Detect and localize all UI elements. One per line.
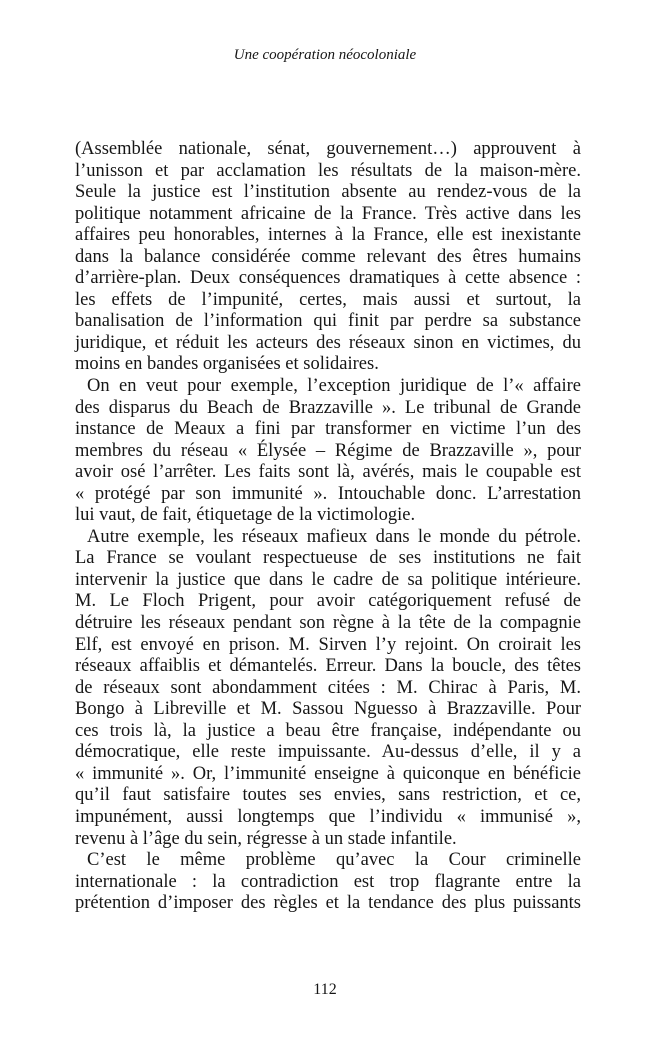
text-line: membres du réseau « Élysée – Régime de Brazzaville », pour bbox=[75, 440, 581, 461]
running-head: Une coopération néocoloniale bbox=[233, 47, 417, 63]
text-line: juridique, et réduit les acteurs des réseaux sinon en victimes, du bbox=[75, 332, 581, 353]
text-line: ces trois là, la justice a beau être française, indépendante ou bbox=[75, 720, 581, 741]
text-line: avoir osé l’arrêter. Les faits sont là, avérés, mais le coupable est bbox=[75, 462, 581, 483]
paragraph bbox=[75, 527, 581, 850]
text-line: affaires peu honorables, internes à la France, elle est inexistante bbox=[75, 225, 581, 246]
text-line: lui vaut, de fait, étiquetage de la victimologie. bbox=[75, 505, 416, 526]
text-line: internationale : la contradiction est trop flagrante entre la bbox=[75, 871, 581, 892]
text-line: d’arrière-plan. Deux conséquences dramatiques à cette absence : bbox=[75, 268, 581, 289]
text-line: Autre exemple, les réseaux mafieux dans le monde du pétrole. bbox=[87, 526, 581, 547]
text-line: impunément, aussi longtemps que l’individu « immunisé », bbox=[75, 806, 581, 827]
text-line: dans la balance considérée comme relevant des êtres humains bbox=[75, 246, 581, 267]
text-line: « immunité ». Or, l’immunité enseigne à quiconque en bénéficie bbox=[75, 763, 581, 784]
paragraph bbox=[75, 139, 581, 376]
text-line: les effets de l’impunité, certes, mais aussi et surtout, la bbox=[75, 289, 581, 310]
text-line: « protégé par son immunité ». Intouchable donc. L’arrestation bbox=[75, 483, 581, 504]
text-line: de réseaux sont abondamment citées : M. Chirac à Paris, M. bbox=[75, 677, 581, 698]
text-line: réseaux affaiblis et démantelés. Erreur. Dans la boucle, des têtes bbox=[75, 656, 581, 677]
text-line: intervenir la justice que dans le cadre de sa politique intérieure. bbox=[75, 569, 581, 590]
body-text bbox=[75, 139, 581, 915]
text-line: politique notamment africaine de la France. Très active dans les bbox=[75, 203, 581, 224]
text-line: Seule la justice est l’institution absente au rendez-vous de la bbox=[75, 182, 581, 203]
page-number: 112 bbox=[313, 981, 337, 998]
text-line: qu’il faut satisfaire toutes ses envies, sans restriction, et ce, bbox=[75, 785, 581, 806]
paragraph bbox=[75, 850, 581, 915]
paragraph bbox=[75, 376, 581, 527]
text-line: instance de Meaux a fini par transformer en victime l’un des bbox=[75, 419, 581, 440]
text-line: On en veut pour exemple, l’exception juridique de l’« affaire bbox=[87, 376, 581, 397]
text-line: des disparus du Beach de Brazzaville ». Le tribunal de Grande bbox=[75, 397, 581, 418]
text-line: C’est le même problème qu’avec la Cour criminelle bbox=[87, 850, 581, 871]
text-line: M. Le Floch Prigent, pour avoir catégoriquement refusé de bbox=[75, 591, 581, 612]
text-line: Bongo à Libreville et M. Sassou Nguesso à Brazzaville. Pour bbox=[75, 699, 581, 720]
text-line: prétention d’imposer des règles et la tendance des plus puissants bbox=[75, 893, 581, 914]
text-line: La France se voulant respectueuse de ses institutions ne fait bbox=[75, 548, 581, 569]
text-line: détruire les réseaux pendant son règne à la tête de la compagnie bbox=[75, 613, 581, 634]
text-line: moins en bandes organisées et solidaires. bbox=[75, 354, 379, 375]
text-line: l’unisson et par acclamation les résultats de la maison-mère. bbox=[75, 160, 581, 181]
text-line: Elf, est envoyé en prison. M. Sirven l’y rejoint. On croirait les bbox=[75, 634, 581, 655]
text-line: démocratique, elle reste impuissante. Au-dessus d’elle, il y a bbox=[75, 742, 581, 763]
text-line: banalisation de l’information qui finit par perdre sa substance bbox=[75, 311, 581, 332]
text-line: revenu à l’âge du sein, régresse à un stade infantile. bbox=[75, 828, 457, 849]
text-line: (Assemblée nationale, sénat, gouvernement…) approuvent à bbox=[75, 139, 581, 159]
